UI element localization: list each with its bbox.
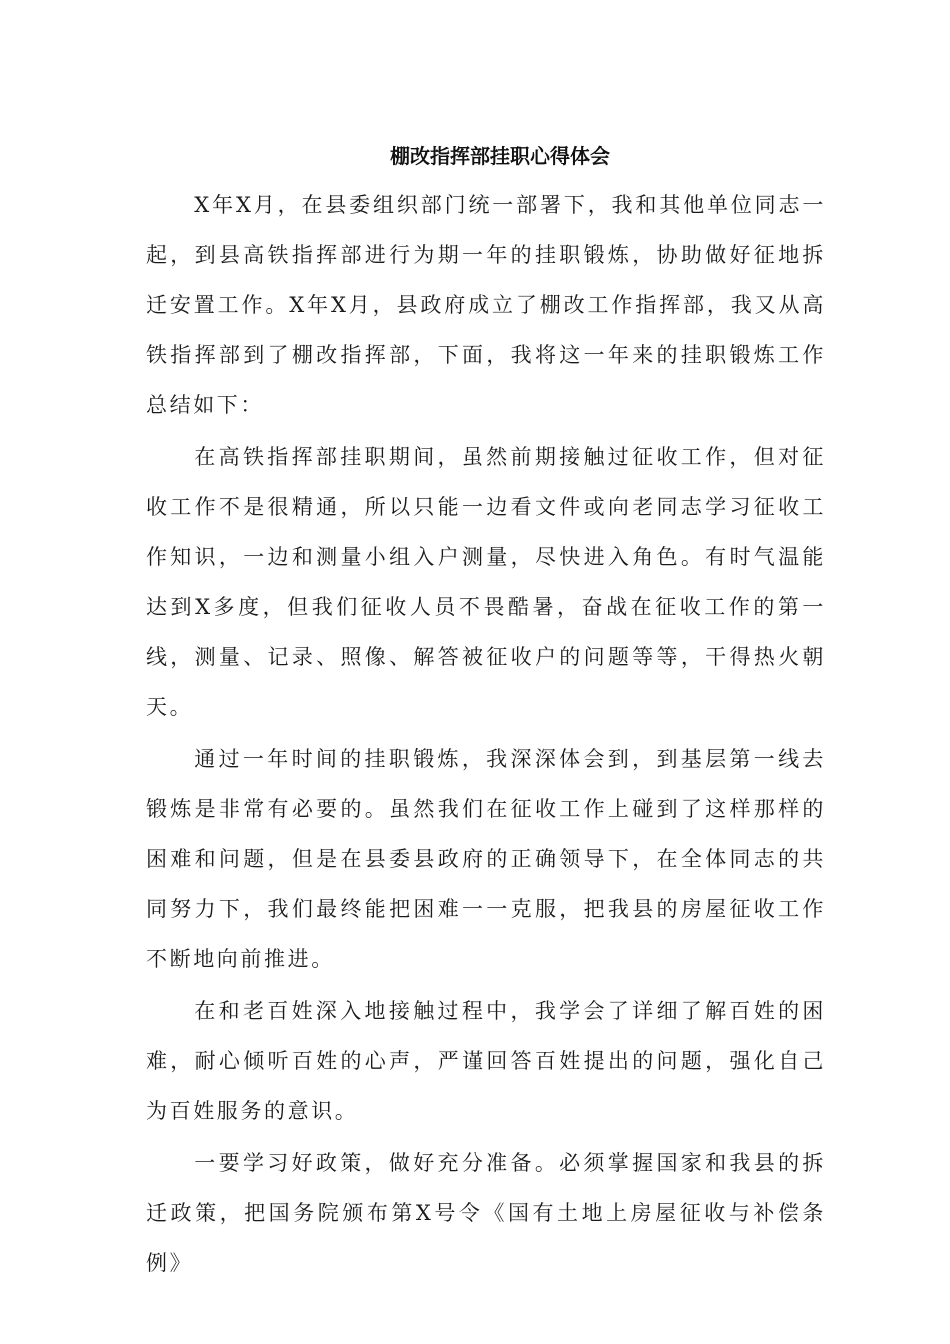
paragraph: X年X月，在县委组织部门统一部署下，我和其他单位同志一起，到县高铁指挥部进行为期一年的挂职锻炼，协助做好征地拆迁安置工作。X年X月，县政府成立了棚改工作指挥部，我又从高铁指挥部到了棚改指挥部，下面，我将这一年来的挂职锻炼工作总结如下： bbox=[146, 193, 826, 417]
document-body bbox=[146, 180, 826, 1290]
paragraph: 通过一年时间的挂职锻炼，我深深体会到，到基层第一线去锻炼是非常有必要的。虽然我们在征收工作上碰到了这样那样的困难和问题，但是在县委县政府的正确领导下，在全体同志的共同努力下，我们最终能把困难一一克服，把我县的房屋征收工作不断地向前推进。 bbox=[146, 747, 826, 971]
paragraph: 一要学习好政策，做好充分准备。必须掌握国家和我县的拆迁政策，把国务院颁布第X号令《国有土地上房屋征收与补偿条例》 bbox=[146, 1151, 826, 1275]
paragraph: 在高铁指挥部挂职期间，虽然前期接触过征收工作，但对征收工作不是很精通，所以只能一边看文件或向老同志学习征收工作知识，一边和测量小组入户测量，尽快进入角色。有时气温能达到X多度，但我们征收人员不畏酷暑，奋战在征收工作的第一线，测量、记录、照像、解答被征收户的问题等等，干得热火朝天。 bbox=[146, 445, 826, 719]
document-title: 棚改指挥部挂职心得体会 bbox=[390, 144, 610, 168]
paragraph: 在和老百姓深入地接触过程中，我学会了详细了解百姓的困难，耐心倾听百姓的心声，严谨回答百姓提出的问题，强化自己为百姓服务的意识。 bbox=[146, 999, 826, 1123]
